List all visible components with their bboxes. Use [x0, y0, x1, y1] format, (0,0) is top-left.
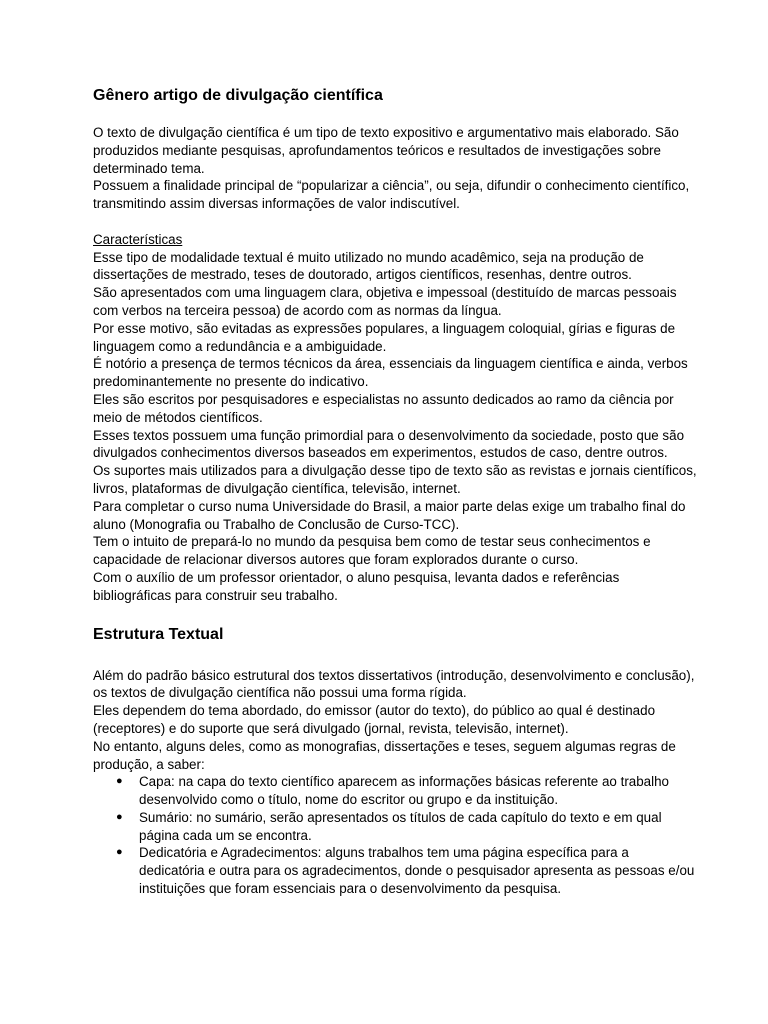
characteristics-paragraph: Esse tipo de modalidade textual é muito utilizado no mundo acadêmico, seja na produção de dissertações de mestrado, teses de doutorado, artigos científicos, resenhas, dentre outros.	[93, 249, 644, 283]
bullet-icon: ●	[116, 846, 123, 859]
blank-line	[93, 213, 698, 231]
list-item-text: Capa: na capa do texto científico aparecem as informações básicas referente ao trabalho desenvolvido como o título, nome do escritor ou grupo e da instituição.	[139, 774, 669, 808]
bullet-icon: ●	[116, 775, 123, 788]
list-item	[116, 844, 698, 897]
characteristics-paragraph: Esses textos possuem uma função primordial para o desenvolvimento da sociedade, posto que são divulgados conhecimentos diversos baseados em experimentos, estudos de caso, dentre outros.	[93, 427, 685, 461]
characteristics-paragraph: Para completar o curso numa Universidade do Brasil, a maior parte delas exige um trabalho final do aluno (Monografia ou Trabalho de Conclusão de Curso-TCC).	[93, 498, 686, 532]
list-item-text: Sumário: no sumário, serão apresentados os títulos de cada capítulo do texto e em qual página cada um se encontra.	[139, 809, 662, 843]
characteristics-paragraph: Com o auxílio de um professor orientador, o aluno pesquisa, levanta dados e referências bibliográficas para construir seu trabalho.	[93, 569, 620, 603]
structure-paragraph: Eles dependem do tema abordado, do emissor (autor do texto), do público ao qual é destinado (receptores) e do suporte que será divulgado (jornal, revista, televisão, internet).	[93, 703, 656, 736]
structure-bullet-list	[93, 773, 698, 898]
structure-paragraph: Além do padrão básico estrutural dos textos dissertativos (introdução, desenvolvimento e conclusão), os textos de divulgação científica não possui uma forma rígida.	[93, 667, 695, 701]
list-item	[116, 773, 698, 809]
characteristics-paragraph: Eles são escritos por pesquisadores e especialistas no assunto dedicados ao ramo da ciência por meio de métodos científicos.	[93, 391, 674, 425]
characteristics-heading: Características	[93, 231, 183, 247]
characteristics-paragraph: São apresentados com uma linguagem clara, objetiva e impessoal (destituído de marcas pessoais com verbos na terceira pessoa) de acordo com as normas da língua.	[93, 285, 677, 318]
characteristics-paragraph: Tem o intuito de prepará-lo no mundo da pesquisa bem como de testar seus conhecimentos e capacidade de relacionar diversos autores que foram explorados durante o curso.	[93, 534, 651, 568]
structure-heading: Estrutura Textual	[93, 625, 224, 643]
characteristics-paragraph: Por esse motivo, são evitadas as expressões populares, a linguagem coloquial, gírias e figuras de linguagem como a redundância e a ambiguidade.	[93, 320, 676, 354]
list-item-text: Dedicatória e Agradecimentos: alguns trabalhos tem uma página específica para a dedicatória e outra para os agradecimentos, donde o pesquisador apresenta as pessoas e/ou instituições que foram essenciais para o desenvolvimento da pesquisa.	[139, 845, 695, 897]
document-title: Gênero artigo de divulgação científica	[93, 87, 383, 104]
intro-paragraph: O texto de divulgação científica é um tipo de texto expositivo e argumentativo mais elaborado. São produzidos mediante pesquisas, aprofundamentos teóricos e resultados de investigações sobre determinado tema.	[93, 125, 679, 176]
characteristics-paragraph: É notório a presença de termos técnicos da área, essenciais da linguagem científica e ainda, verbos predominantemente no presente do indicativo.	[93, 356, 688, 390]
structure-paragraph: No entanto, alguns deles, como as monografias, dissertações e teses, seguem algumas regras de produção, a saber:	[93, 738, 676, 772]
characteristics-paragraph: Os suportes mais utilizados para a divulgação desse tipo de texto são as revistas e jornais científicos, livros, plataformas de divulgação científica, televisão, internet.	[93, 463, 697, 496]
list-item	[116, 809, 698, 845]
bullet-icon: ●	[116, 810, 123, 823]
intro-paragraph: Possuem a finalidade principal de “popularizar a ciência”, ou seja, difundir o conhecimento científico, transmitindo assim diversas informações de valor indiscutível.	[93, 178, 690, 212]
